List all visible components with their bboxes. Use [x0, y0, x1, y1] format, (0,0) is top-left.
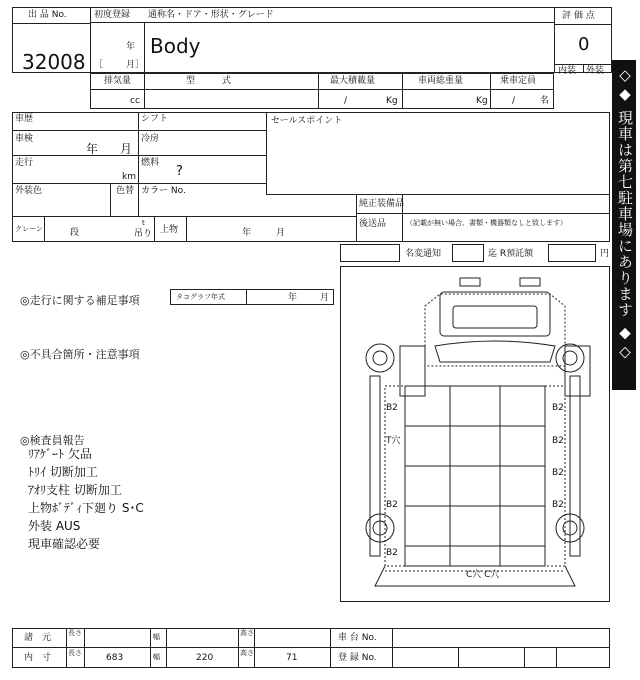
inspection-month: 月	[120, 142, 133, 156]
length-label-2: 長さ	[68, 649, 82, 657]
gross-weight-label: 車両総重量	[418, 76, 464, 86]
report-line: 上物ﾎﾞﾃﾞｨ下廻り S･C	[28, 501, 144, 515]
footer-table	[12, 628, 610, 668]
tacho-month: 月	[320, 293, 330, 303]
inner-width: 220	[196, 653, 214, 663]
diagram-mark-right: B2	[552, 500, 564, 510]
score-label: 評 価 点	[562, 11, 595, 21]
interior-label: 内装	[558, 66, 577, 76]
report-line: ｱｵﾘ支柱 切断加工	[28, 483, 122, 497]
ac-label: 冷房	[141, 134, 160, 144]
color-no-label: カラー No.	[141, 186, 186, 196]
model-label: 型 式	[186, 76, 232, 86]
length-label-1: 長さ	[68, 629, 82, 637]
lot-label: 出 品 No.	[28, 10, 67, 20]
reg-month-label: 月］	[126, 60, 145, 70]
report-line: 現車確認必要	[28, 537, 101, 551]
inspector-heading: ◎検査員報告	[20, 434, 85, 447]
diagram-mark-right: B2	[552, 403, 564, 413]
name-change-box-2	[452, 244, 484, 262]
fuel-label: 燃料	[141, 158, 160, 168]
name-label: 通称名・ドア・形状・グレード	[148, 10, 274, 20]
lot-number: 32008	[22, 50, 86, 74]
tacho-label: タコグラフ年式	[176, 293, 225, 301]
chassis-label: 車 台 No.	[338, 633, 377, 643]
upper-year: 年	[242, 228, 252, 238]
reg-bracket: ［	[94, 60, 104, 70]
exterior-label: 外装	[586, 66, 605, 76]
slash-2: /	[512, 96, 516, 106]
inner-height: 71	[286, 653, 298, 663]
hang-unit: 吊り	[134, 229, 153, 239]
mileage-label: 走行	[15, 158, 34, 168]
name-change-box-1	[340, 244, 400, 262]
score-value: 0	[578, 34, 590, 55]
stage-unit: 段	[70, 228, 80, 238]
shift-label: シフト	[141, 114, 169, 124]
diagram-mark-right: B2	[552, 436, 564, 446]
genuine-equip-label: 純正装備品	[359, 199, 405, 209]
reg-no-label: 登 録 No.	[338, 653, 377, 663]
report-line: ﾘｱｹﾞｰﾄ 欠品	[28, 447, 92, 461]
diagram-mark-right: B2	[552, 468, 564, 478]
specs-label: 諸 元	[24, 633, 52, 643]
upper-month: 月	[276, 228, 286, 238]
defects-heading: ◎不具合箇所・注意事項	[20, 348, 140, 361]
parking-notice	[612, 60, 636, 390]
upper-label: 上物	[160, 225, 179, 235]
capacity-label: 乗車定員	[500, 76, 537, 86]
diagram-mark-left: B2	[386, 403, 398, 413]
diagram-mark-bottom: C穴 C穴	[466, 570, 500, 580]
sales-point-label: セールスポイント	[271, 116, 343, 126]
report-line: 外装 AUS	[28, 519, 81, 533]
post-send-label: 後送品	[359, 219, 387, 229]
truck-diagram	[340, 266, 610, 602]
name-change-label: 名変通知	[405, 249, 442, 259]
inspection-year: 年	[86, 142, 99, 156]
fuel-value: ?	[176, 164, 183, 179]
deposit-label: 迄 R預託額	[488, 249, 534, 259]
history-label: 車歴	[15, 114, 34, 124]
inner-label: 内 寸	[24, 653, 52, 663]
ton-unit: t	[142, 219, 145, 227]
ext-color-label: 外装色	[15, 186, 43, 196]
crane-label: クレーン	[15, 225, 43, 233]
report-line: ﾄﾘｲ 切断加工	[28, 465, 98, 479]
kg-unit-1: Kg	[386, 96, 398, 106]
model-name: Body	[150, 34, 201, 58]
inner-length: 683	[106, 653, 124, 663]
cc-unit: cc	[130, 96, 140, 106]
person-unit: 名	[540, 96, 550, 106]
yen-label: 円	[600, 249, 610, 259]
diagram-mark-left: B2	[386, 500, 398, 510]
inspection-label: 車検	[15, 134, 34, 144]
diagram-mark-left: T穴	[386, 436, 401, 446]
height-label-1: 高さ	[240, 629, 254, 637]
first-reg-label: 初度登録	[94, 10, 131, 20]
reg-year-label: 年	[126, 42, 136, 52]
width-label-2: 幅	[153, 653, 160, 661]
displacement-label: 排気量	[104, 76, 132, 86]
parking-notice-text: ◇◆ 現車は第七駐車場にあります ◆◇	[616, 66, 634, 362]
post-send-note: （記載が無い場合、書類・機器類なしと致します）	[406, 219, 567, 227]
max-load-label: 最大積載量	[330, 76, 376, 86]
slash-1: /	[344, 96, 348, 106]
tacho-year: 年	[288, 293, 298, 303]
km-unit: km	[122, 172, 136, 182]
height-label-2: 高さ	[240, 649, 254, 657]
width-label-1: 幅	[153, 633, 160, 641]
driving-notes-heading: ◎走行に関する補足事項	[20, 294, 140, 307]
color-change-label: 色替	[116, 186, 135, 196]
deposit-box	[548, 244, 596, 262]
diagram-mark-left: B2	[386, 548, 398, 558]
kg-unit-2: Kg	[476, 96, 488, 106]
